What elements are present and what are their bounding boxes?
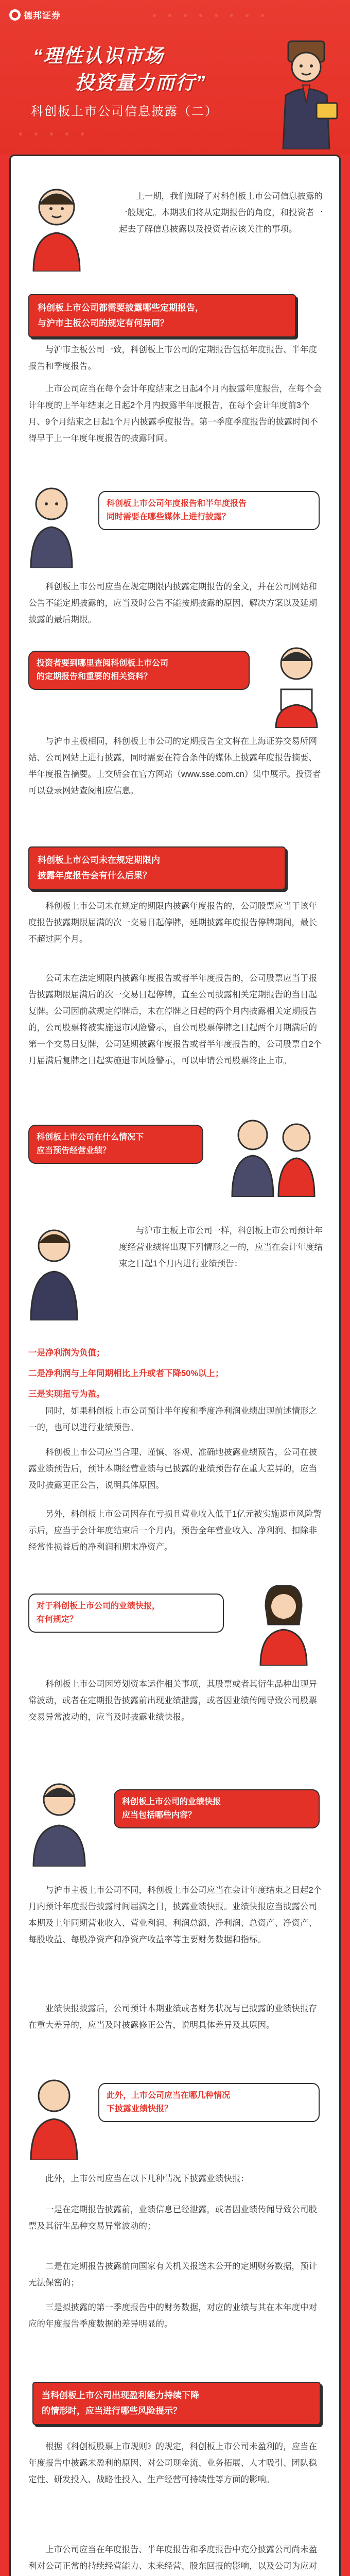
answer-1-paragraph-2: 上市公司应当在每个会计年度结束之日起4个月内披露年度报告，在每个会计年度的上半年结束之日起2个月内披露半年度报告，在每个会计年度前3个月、9个月结束之日起1个月内披露季度报告。第一季度季度报告的披露时间不得早于上一年度年度报告的披露时间。 [28, 384, 322, 443]
answer-9-intro: 此外，上市公司应当在以下几种情况下披露业绩快报： [45, 2174, 249, 2183]
question-bubble-4 [28, 1594, 224, 1633]
content-card [9, 155, 341, 2576]
speaker-illustration-icon [23, 179, 90, 272]
header-banner [0, 0, 350, 155]
logo-text: 德邦证券 [24, 11, 61, 21]
page-title-line1: “理性认识市场 [33, 45, 164, 66]
question-bubble-6 [98, 2083, 320, 2122]
answer-10-paragraph-2: 上市公司应当在年度报告、半年度报告和季度报告中充分披露公司尚未盈利对公司正常的持续经营能力、未来经营、股东回报的影响，以及公司为应对 [28, 2545, 317, 2571]
question-bubble-1 [98, 491, 320, 530]
answer-1-paragraph-1: 与沪市主板公司一致，科创板上市公司的定期报告包括年度报告、半年度报告和季度报告。 [28, 345, 317, 371]
answer-9-paragraph-3: 三是拟披露的第一季度报告中的财务数据，对应的业绩与其在本年度中对应的年度报告季度数据的差异明显的。 [28, 2303, 317, 2329]
bubble-3-line-2: 应当预告经营业绩？ [37, 1146, 111, 1155]
case-2: 二是净利润与上年同期相比上升或者下降50%以上； [28, 1368, 224, 1378]
bubble-4-line-1: 对于科创板上市公司的业绩快报， [37, 1602, 161, 1611]
question-box-1 [28, 294, 296, 337]
answer-3-paragraph: 与沪市主板相同，科创板上市公司的定期报告全文将在上海证券交易所网站、公司网站上进行披露，同时需要在符合条件的媒体上披露年度报告摘要、半年度报告摘要。上交所会在官方网站（www.sse.com.cn）集中展示。投资者可以登录网站查阅相应信息。 [28, 737, 321, 795]
answer-5-paragraph: 与沪市主板上市公司一样，科创板上市公司预计年度经营业绩将出现下列情形之一的，应当在会计年度结束之日起1个月内进行业绩预告： [119, 1226, 323, 1268]
page-subtitle: 科创板上市公司信息披露（二） [31, 105, 218, 118]
bubble-5-line-2: 应当包括哪些内容？ [122, 1811, 197, 1820]
question-1-line-2: 与沪市主板公司的规定有何异同？ [38, 318, 169, 328]
answer-10-paragraph-1: 根据《科创板股票上市规则》的规定，科创板上市公司未盈利的，应当在年度报告中披露未盈利的原因、对公司现金流、业务拓展、人才吸引、团队稳定性、研发投入、战略性投入、生产经营可持续性等方面的影响。 [28, 2442, 317, 2484]
answer-6-paragraph-2: 科创板上市公司应当合理、谨慎、客观、准确地披露业绩预告，公司在披露业绩预告后，预计本期经营业绩与已披露的业绩预告存在重大差异的，应当及时披露更正公告，说明具体原因。 [28, 1448, 317, 1490]
question-bubble-3 [28, 1125, 203, 1164]
bubble-3-line-1: 科创板上市公司在什么情况下 [37, 1133, 144, 1142]
pointing-man-illustration-icon [23, 1223, 85, 1320]
case-1: 一是净利润为负值； [28, 1348, 105, 1358]
reading-man-illustration-icon [268, 640, 325, 728]
answer-6-paragraph-3: 另外，科创板上市公司因存在亏损且营业收入低于1亿元被实施退市风险警示后，应当于会计年度结束后一个月内，预告全年营业收入、净利润、扣除非经常性损益后的净利润和期末净资产。 [28, 1510, 322, 1552]
question-box-2 [28, 846, 286, 890]
intro-paragraph: 上一期，我们知晓了对科创板上市公司信息披露的一般规定。本期我们将从定期报告的角度，和投资者一起去了解信息披露以及投资者应该关注的事项。 [119, 192, 323, 234]
question-bubble-5 [114, 1789, 320, 1828]
question-3-line-1: 当科创板上市公司出现盈利能力持续下降 [42, 2391, 199, 2400]
answer-2-paragraph: 科创板上市公司应当在规定期限内披露定期报告的全文，并在公司网站和公告不能定期披露的，应当及时公告不能按期披露的原因、解决方案以及延期披露的最后期限。 [28, 582, 317, 624]
presenter-illustration-icon [23, 2073, 85, 2160]
businessman-illustration-icon [268, 26, 345, 149]
question-bubble-2 [28, 651, 250, 690]
thinking-man-illustration-icon [23, 481, 80, 568]
question-1-line-1: 科创板上市公司都需要披露哪些定期报告， [38, 303, 204, 313]
logo [9, 8, 61, 21]
woman-illustration-icon [242, 1578, 325, 1666]
question-3-line-2: 的情形时，应当进行哪些风险提示？ [42, 2406, 182, 2416]
answer-8-paragraph-2: 业绩快报披露后，公司预计本期业绩或者财务状况与已披露的业绩快报存在重大差异的，应当及时披露修正公告，说明具体差异及其原因。 [28, 2004, 317, 2030]
page-title-line2: 投资量力而行” [75, 72, 206, 93]
answer-4-paragraph-2: 公司未在法定期限内披露年度报告或者半年度报告的，公司股票应当于报告披露期限届满后的次一交易日起停牌，直至公司披露相关定期报告的当日起复牌。公司因前款规定停牌后，未在停牌之日起的两个月内披露相关定期报告的，公司股票将被实施退市风险警示，自公司股票停牌之日起两个月期满后的第一个交易日复牌，公司延期披露年度报告或者半年度报告的，公司股票自2个月届满后复牌之日起实施退市风险警示，可以申请公司股票终止上市。 [28, 974, 322, 1065]
logo-icon [9, 9, 21, 21]
two-people-illustration-icon [222, 1109, 325, 1197]
thumbs-up-man-illustration-icon [23, 1774, 95, 1867]
bubble-2-line-1: 投资者要到哪里查阅科创板上市公司 [37, 659, 169, 668]
answer-6-paragraph-1: 同时，如果科创板上市公司预计半年度和季度净利润业绩出现前述情形之一的，也可以进行业绩预告。 [28, 1406, 317, 1432]
answer-8-paragraph-1: 与沪市主板上市公司不同，科创板上市公司应当在会计年度结束之日起2个月内预计年度报告披露时间届满之日，披露业绩快报。业绩快报应当披露公司本期及上年同期营业收入、营业利润、利润总额、净利润、总资产、净资产、每股收益、每股净资产和净资产收益率等主要财务数据和指标。 [28, 1886, 322, 1944]
answer-9-paragraph-2: 二是在定期报告披露前向国家有关机关报送未公开的定期财务数据，预计无法保密的； [28, 2262, 317, 2287]
bubble-1-line-2: 同时需要在哪些媒体上进行披露？ [107, 513, 231, 521]
bubble-6-line-2: 下披露业绩快报？ [107, 2105, 173, 2113]
bubble-6-line-1: 此外，上市公司应当在哪几种情况 [107, 2091, 231, 2100]
bubble-2-line-2: 的定期报告和重要的相关资料？ [37, 672, 152, 681]
question-2-line-2: 披露年度报告会有什么后果？ [38, 871, 151, 880]
question-2-line-1: 科创板上市公司未在规定期限内 [38, 855, 160, 865]
bubble-1-line-1: 科创板上市公司年度报告和半年度报告 [107, 499, 247, 508]
question-box-3 [32, 2382, 321, 2425]
bubble-5-line-1: 科创板上市公司的业绩快报 [122, 1798, 221, 1806]
answer-9-paragraph-1: 一是在定期报告披露前，业绩信息已经泄露，或者因业绩传闻导致公司股票及其衍生品种交易异常波动的； [28, 2205, 317, 2231]
case-3: 三是实现扭亏为盈。 [28, 1389, 105, 1399]
answer-7-paragraph: 科创板上市公司因筹划资本运作相关事项，其股票或者其衍生品种出现异常波动，或者在定期报告披露前出现业绩泄露，或者因业绩传闻导致公司股票交易异常波动的，应当及时披露业绩快报。 [28, 1680, 317, 1722]
bubble-4-line-2: 有何规定？ [37, 1615, 78, 1624]
answer-4-paragraph-1: 科创板上市公司未在规定的期限内披露年度报告的，公司股票应当于该年度报告披露期限届满的次一交易日起停牌，延期披露年度报告停牌期间，最长不超过两个月。 [28, 902, 317, 944]
